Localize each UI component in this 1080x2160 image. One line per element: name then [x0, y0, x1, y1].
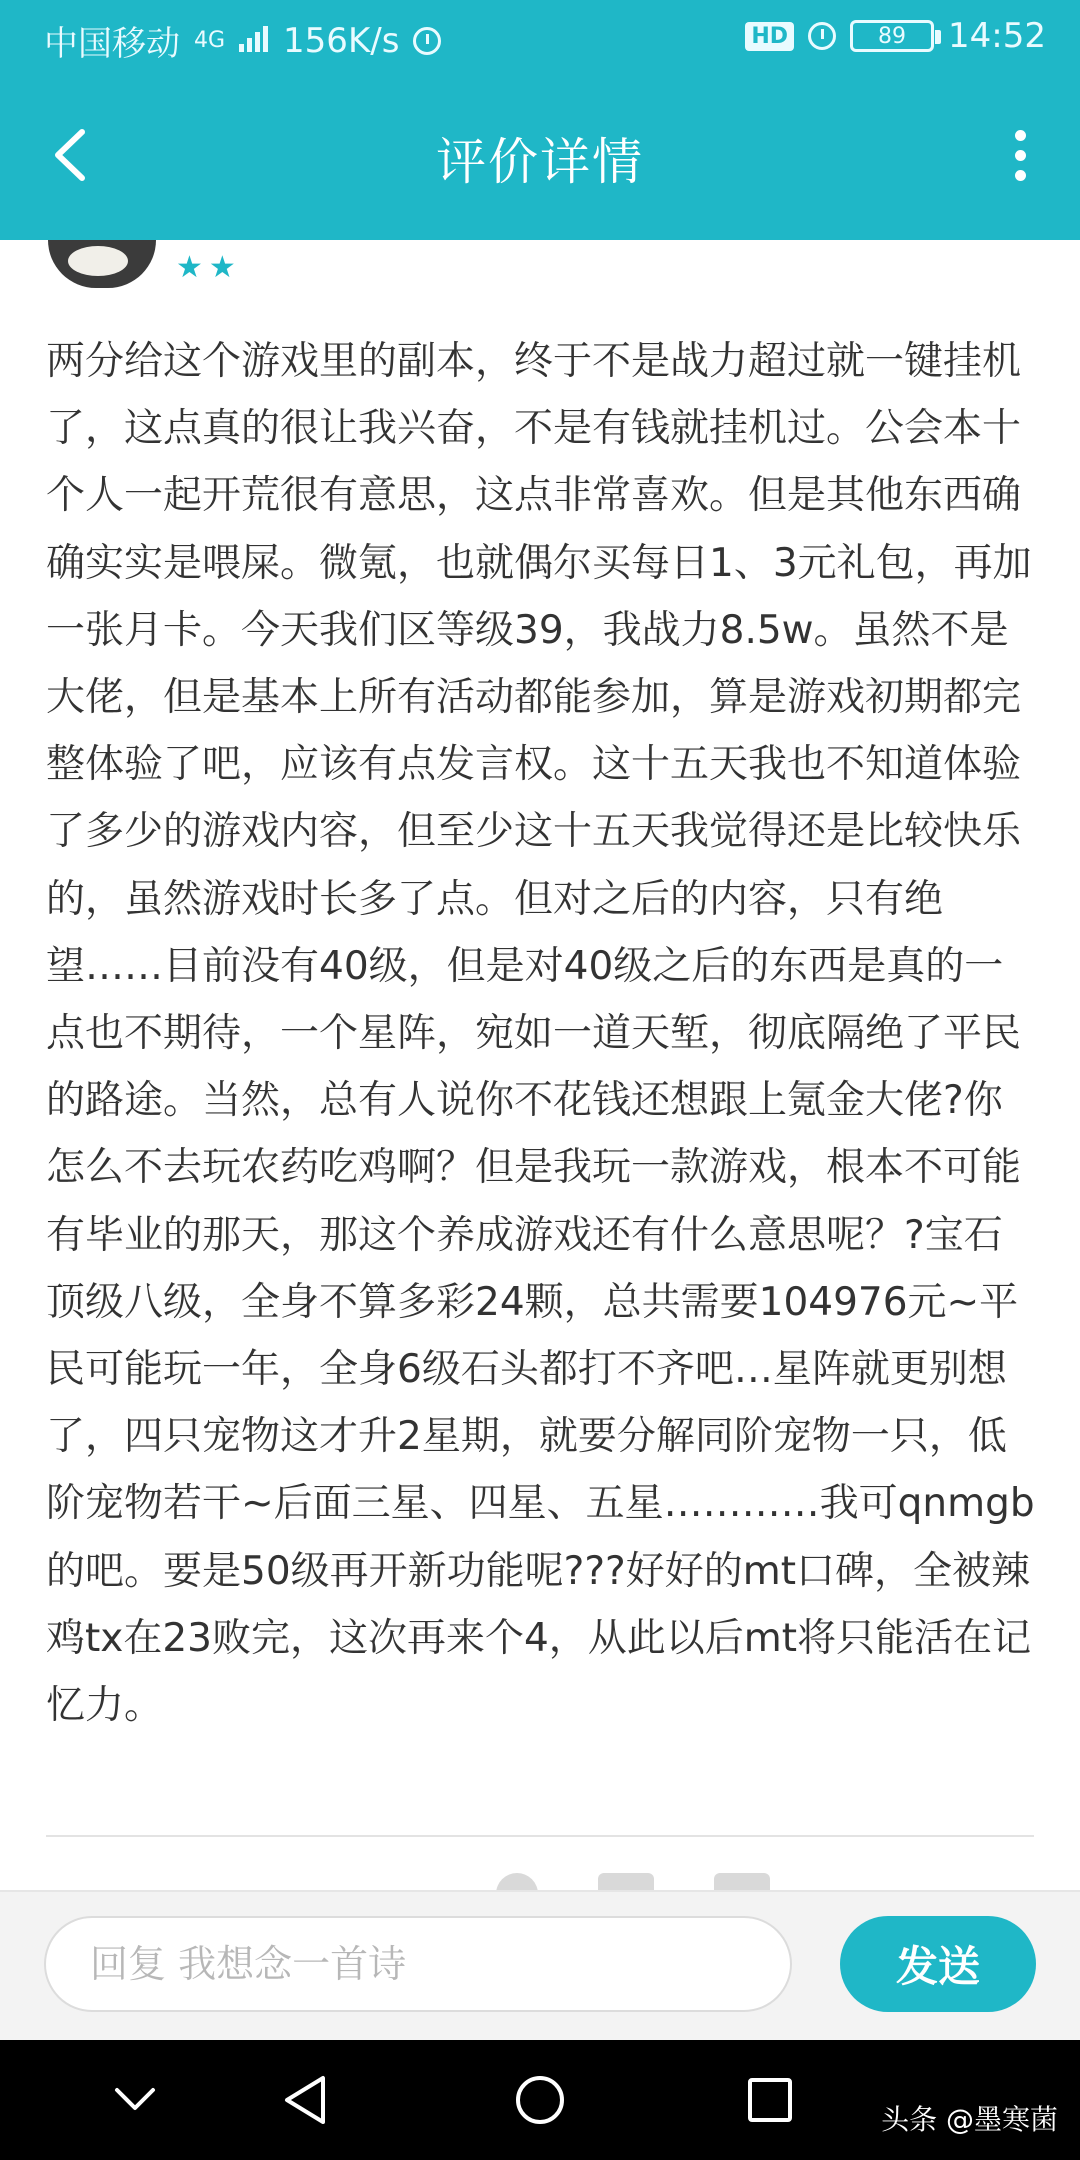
more-vert-icon-dot — [1015, 170, 1026, 181]
carrier-name: 中国移动 — [44, 24, 180, 64]
page-title: 评价详情 — [436, 132, 644, 191]
more-vert-icon-dot — [1015, 130, 1026, 141]
circle-home-icon — [514, 2074, 566, 2126]
reply-input[interactable] — [44, 1916, 792, 2012]
comment-icon — [714, 1873, 770, 1890]
divider — [46, 1835, 1034, 1837]
status-bar — [0, 0, 1080, 75]
nav-home-button[interactable] — [505, 2070, 575, 2130]
triangle-back-icon — [281, 2074, 329, 2126]
square-recents-icon — [747, 2077, 793, 2123]
status-time: 14:52 — [948, 16, 1046, 56]
send-button[interactable]: 发送 — [840, 1916, 1036, 2012]
nav-recents-button[interactable] — [735, 2070, 805, 2130]
rating-stars: ★★ — [176, 250, 242, 285]
reply-bar — [0, 1890, 1080, 2040]
view-icon — [496, 1873, 538, 1890]
avatar[interactable] — [48, 240, 156, 288]
network-speed: 156K/s — [283, 20, 400, 61]
timer-icon — [413, 27, 441, 55]
review-actions-row — [496, 1873, 1056, 1890]
like-icon — [598, 1873, 654, 1890]
review-text: 两分给这个游戏里的副本，终于不是战力超过就一键挂机了，这点真的很让我兴奋，不是有钱就挂机过。公会本十个人一起开荒很有意思，这点非常喜欢。但是其他东西确确实实是喂屎。微氪，也就偶尔买每日1、3元礼包，再加一张月卡。今天我们区等级39，我战力8.5w。虽然不是大佬，但是基本上所有活动都能参加，算是游戏初期都完整体验了吧，应该有点发言权。这十五天我也不知道体验了多少的游戏内容，但至少这十五天我觉得还是比较快乐的，虽然游戏时长多了点。但对之后的内容，只有绝望……目前没有40级，但是对40级之后的东西是真的一点也不期待，一个星阵，宛如一道天堑，彻底隔绝了平民的路途。当然，总有人说你不花钱还想跟上氪金大佬?你怎么不去玩农药吃鸡啊？但是我玩一款游戏，根本不可能有毕业的那天，那这个养成游戏还有什么意思呢？?宝石顶级八级，全身不算多彩24颗，总共需要104976元~平民可能玩一年，全身6级石头都打不齐吧…星阵就更别想了，四只宠物这才升2星期，就要分解同阶宠物一只，低阶宠物若干~后面三星、四星、五星…………我可qnmgb的吧。要是50级再开新功能呢???好好的mt口碑，全被辣鸡tx在23败完，这次再来个4，从此以后mt将只能活在记忆力。 — [46, 339, 1035, 1729]
system-nav-bar — [0, 2040, 1080, 2160]
network-type: 4G — [194, 27, 226, 53]
battery-icon — [850, 20, 934, 52]
hd-badge: HD — [745, 22, 794, 51]
nav-back-button[interactable] — [270, 2070, 340, 2130]
signal-icon — [239, 21, 269, 61]
alarm-icon — [808, 22, 836, 50]
chevron-down-icon — [113, 2086, 157, 2114]
watermark: 头条 @墨寒菌 — [881, 2103, 1058, 2136]
review-content[interactable] — [0, 240, 1080, 1890]
nav-dismiss-button[interactable] — [100, 2070, 170, 2130]
app-bar — [0, 75, 1080, 240]
battery-level: 89 — [878, 23, 907, 49]
more-vert-icon-dot — [1015, 150, 1026, 161]
more-options-button[interactable] — [990, 115, 1050, 195]
